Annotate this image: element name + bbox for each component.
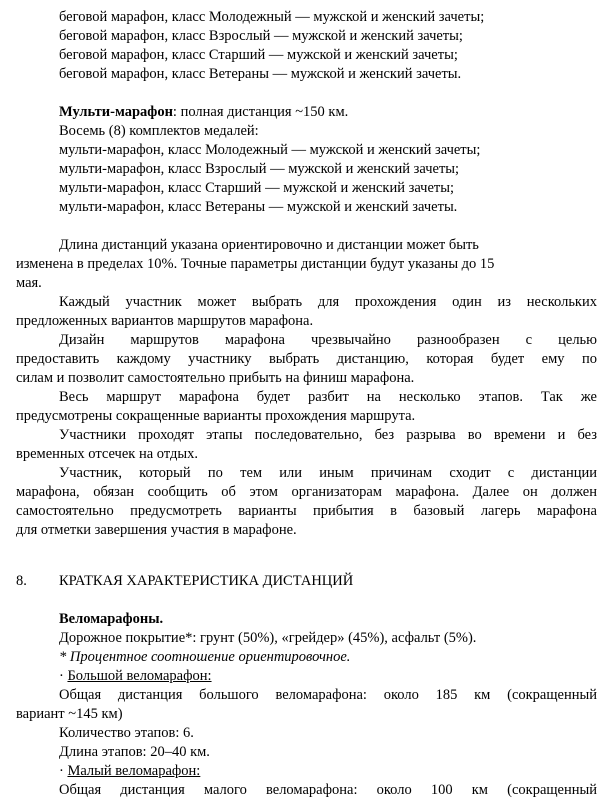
list-item: мульти-марафон, класс Ветераны — мужской и женский зачеты.	[59, 199, 458, 215]
big-velo-length: Длина этапов: 20–40 км.	[59, 744, 210, 760]
big-velo-title: Большой веломарафон:	[67, 668, 212, 684]
paragraph-line: Длина дистанций указана ориентировочно и дистанции может быть	[59, 237, 479, 253]
paragraph-line: Дизайн маршрутов марафона чрезвычайно разнообразен с целью	[59, 332, 597, 348]
paragraph-line: Участник, который по тем или иным причинам сходит с дистанции	[59, 465, 597, 481]
list-item: беговой марафон, класс Молодежный — мужской и женский зачеты;	[59, 9, 485, 25]
paragraph-line: самостоятельно предусмотреть варианты прибытия в базовый лагерь марафона	[16, 503, 597, 519]
multi-heading	[59, 103, 348, 122]
big-velo-heading	[59, 667, 212, 686]
paragraph-line: марафона, обязан сообщить об этом организаторам марафона. Далее он должен	[16, 484, 597, 500]
list-item: беговой марафон, класс Ветераны — мужской и женский зачеты.	[59, 66, 462, 82]
velo-title-text: Веломарафоны.	[59, 611, 164, 627]
paragraph-line: силам и позволит самостоятельно прибыть на финиш марафона.	[16, 370, 415, 386]
list-item: мульти-марафон, класс Старший — мужской и женский зачеты;	[59, 180, 455, 196]
small-velo-heading	[59, 762, 200, 781]
paragraph-line: для отметки завершения участия в марафоне.	[16, 522, 297, 538]
paragraph-line: временных отсечек на отдых.	[16, 446, 198, 462]
velo-title	[59, 610, 163, 629]
list-item: мульти-марафон, класс Молодежный — мужской и женский зачеты;	[59, 142, 481, 158]
section-title: КРАТКАЯ ХАРАКТЕРИСТИКА ДИСТАНЦИЙ	[59, 573, 354, 589]
paragraph-line: предложенных вариантов маршрутов марафона.	[16, 313, 314, 329]
list-item: беговой марафон, класс Старший — мужской и женский зачеты;	[59, 47, 458, 63]
paragraph-line: мая.	[16, 275, 42, 291]
paragraph-line: Участники проходят этапы последовательно, без разрыва во времени и без	[59, 427, 597, 443]
paragraph-line: Общая дистанция большого веломарафона: около 185 км (сокращенный	[59, 687, 597, 703]
paragraph-line: предоставить каждому участнику выбрать дистанцию, которая будет ему по	[16, 351, 597, 367]
paragraph-line: предусмотрены сокращенные варианты прохождения маршрута.	[16, 408, 416, 424]
paragraph-line: изменена в пределах 10%. Точные параметры дистанции будут указаны до 15	[16, 256, 495, 272]
paragraph-line: Весь маршрут марафона будет разбит на несколько этапов. Так же	[59, 389, 597, 405]
small-velo-title: Малый веломарафон:	[67, 763, 201, 779]
multi-title: Мульти-марафон	[59, 104, 173, 120]
big-velo-stages: Количество этапов: 6.	[59, 725, 194, 741]
section-number: 8.	[16, 573, 27, 589]
bullet-icon: ·	[59, 763, 64, 779]
multi-medals: Восемь (8) комплектов медалей:	[59, 123, 259, 139]
multi-title-rest: : полная дистанция ~150 км.	[172, 104, 349, 120]
velo-surface: Дорожное покрытие*: грунт (50%), «грейдер» (45%), асфальт (5%).	[59, 630, 477, 646]
list-item: мульти-марафон, класс Взрослый — мужской и женский зачеты;	[59, 161, 460, 177]
bullet-icon: ·	[59, 668, 64, 684]
list-item: беговой марафон, класс Взрослый — мужской и женский зачеты;	[59, 28, 463, 44]
paragraph-line: Каждый участник может выбрать для прохождения один из нескольких	[59, 294, 597, 310]
paragraph-line: вариант ~145 км)	[16, 706, 123, 722]
paragraph-line: Общая дистанция малого веломарафона: около 100 км (сокращенный	[59, 782, 597, 798]
velo-note: * Процентное соотношение ориентировочное.	[59, 649, 351, 665]
